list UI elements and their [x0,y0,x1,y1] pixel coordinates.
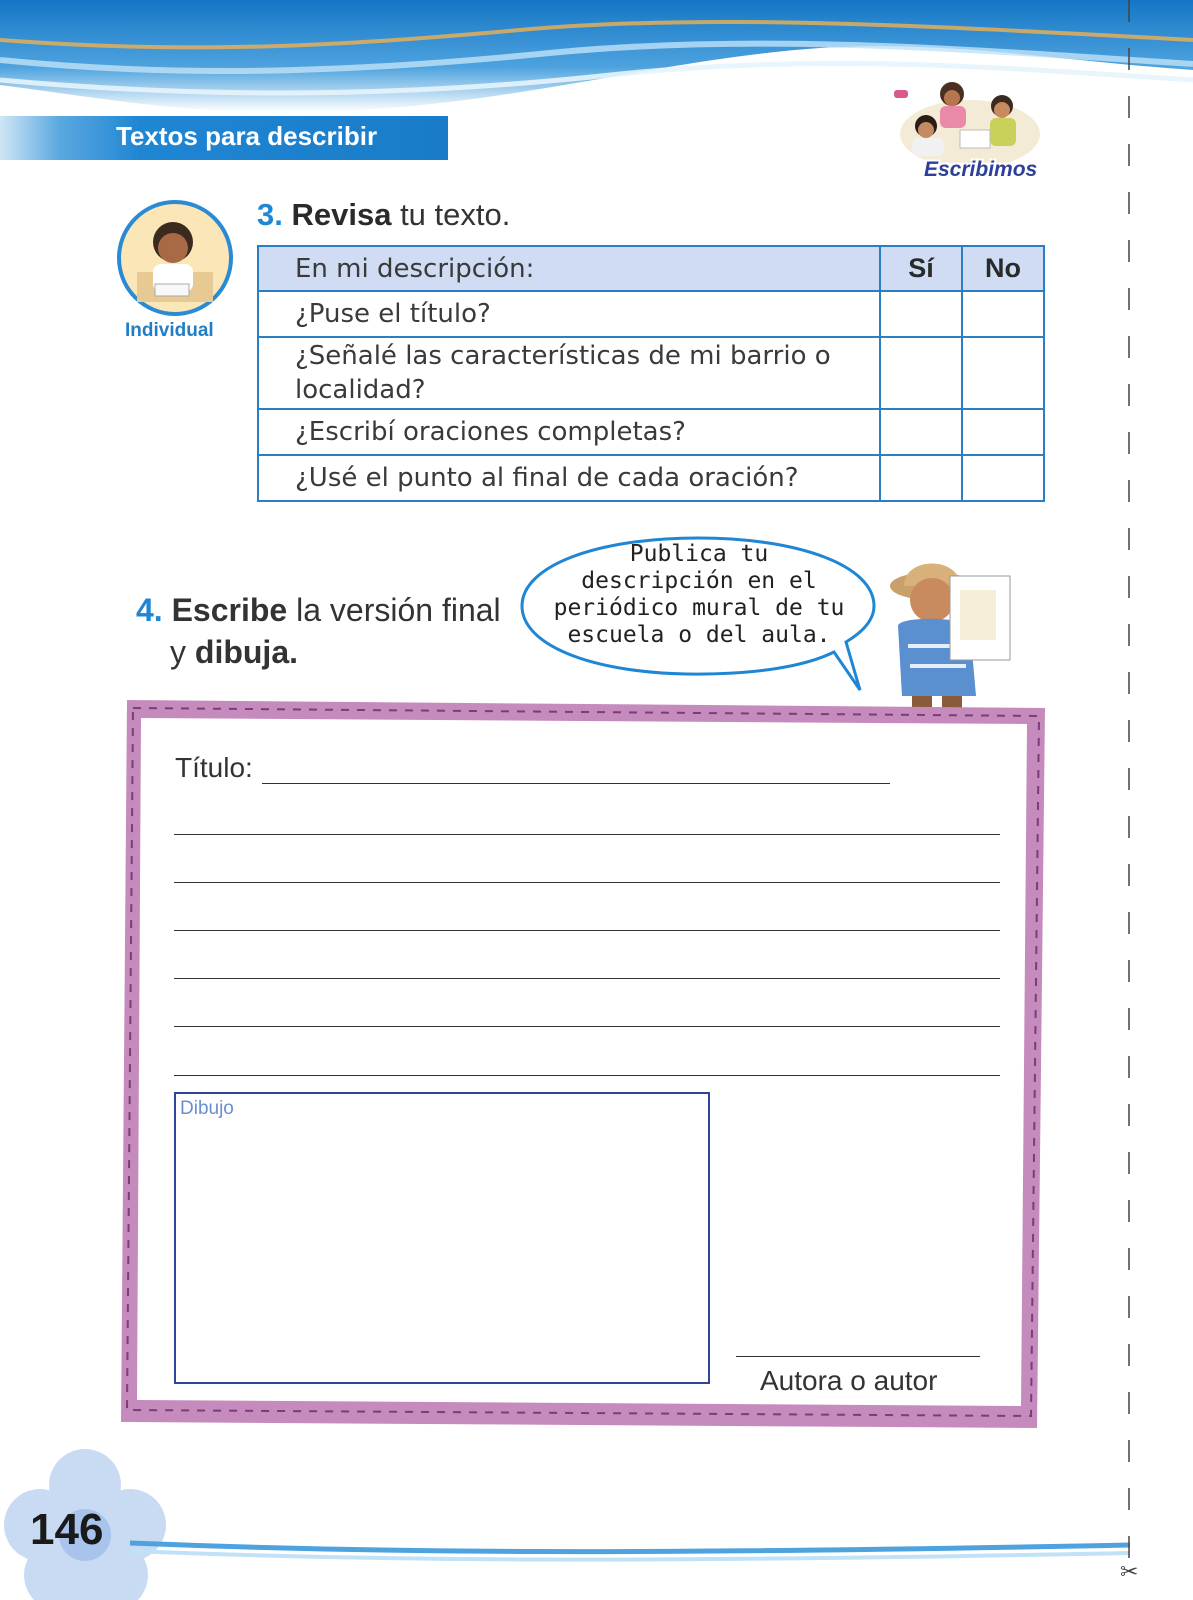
write-line[interactable] [174,834,1000,835]
bubble-line: escuela o del aula. [567,622,831,648]
speech-bubble-text [546,541,852,649]
step-4-verb2: dibuja. [194,634,298,670]
footer-wave-decoration [130,1535,1130,1565]
step-3-verb: Revisa [291,197,392,232]
step-3-number: 3 [257,197,275,232]
escribimos-badge: Escribimos [924,158,1038,181]
author-label: Autora o autor [760,1365,938,1396]
table-header-description: En mi descripción: [258,246,880,291]
yes-checkbox-cell[interactable] [880,291,962,337]
question-cell: ¿Escribí oraciones completas? [258,409,880,455]
individual-avatar-icon [115,198,235,318]
title-write-line[interactable] [262,783,890,784]
step-4-verb: Escribe [171,592,288,628]
bubble-line: descripción en el [581,568,817,594]
no-checkbox-cell[interactable] [962,455,1044,501]
step-4-rest: la versión final [287,592,501,628]
yes-checkbox-cell[interactable] [880,455,962,501]
write-line[interactable] [174,1026,1000,1027]
table-row [258,291,1044,337]
individual-label: Individual [125,320,214,341]
bubble-line: Publica tu [629,541,769,567]
no-checkbox-cell[interactable] [962,337,1044,409]
no-checkbox-cell[interactable] [962,409,1044,455]
drawing-box[interactable] [174,1092,710,1384]
write-line[interactable] [174,978,1000,979]
step-3-rest: tu texto. [391,197,511,232]
table-header-no: No [962,246,1044,291]
scissors-icon: ✂ [1120,1560,1139,1585]
write-line[interactable] [174,930,1000,931]
question-cell: ¿Usé el punto al final de cada oración? [258,455,880,501]
write-line[interactable] [174,882,1000,883]
step-4-heading: 4. Escribe la versión final [136,592,501,628]
review-checklist-table [257,245,1045,502]
cut-line [1126,0,1132,1560]
table-row [258,409,1044,455]
table-header-yes: Sí [880,246,962,291]
step-3-heading: 3. Revisa tu texto. [257,197,511,232]
bubble-line: periódico mural de tu [553,595,845,621]
table-row [258,455,1044,501]
author-write-line[interactable] [736,1356,980,1357]
step-4-heading-line2 [170,634,298,671]
yes-checkbox-cell[interactable] [880,337,962,409]
title-label: Título: [175,752,253,783]
section-title: Textos para describir [116,121,378,151]
step-4-y: y [170,634,195,670]
drawing-label: Dibujo [180,1098,234,1119]
question-cell: ¿Señalé las características de mi barrio o localidad? [258,337,880,409]
yes-checkbox-cell[interactable] [880,409,962,455]
table-row [258,337,1044,409]
table-header-row [258,246,1044,291]
no-checkbox-cell[interactable] [962,291,1044,337]
question-cell: ¿Puse el título? [258,291,880,337]
page-number: 146 [30,1505,104,1554]
write-line[interactable] [174,1075,1000,1076]
step-4-number: 4 [136,592,154,628]
